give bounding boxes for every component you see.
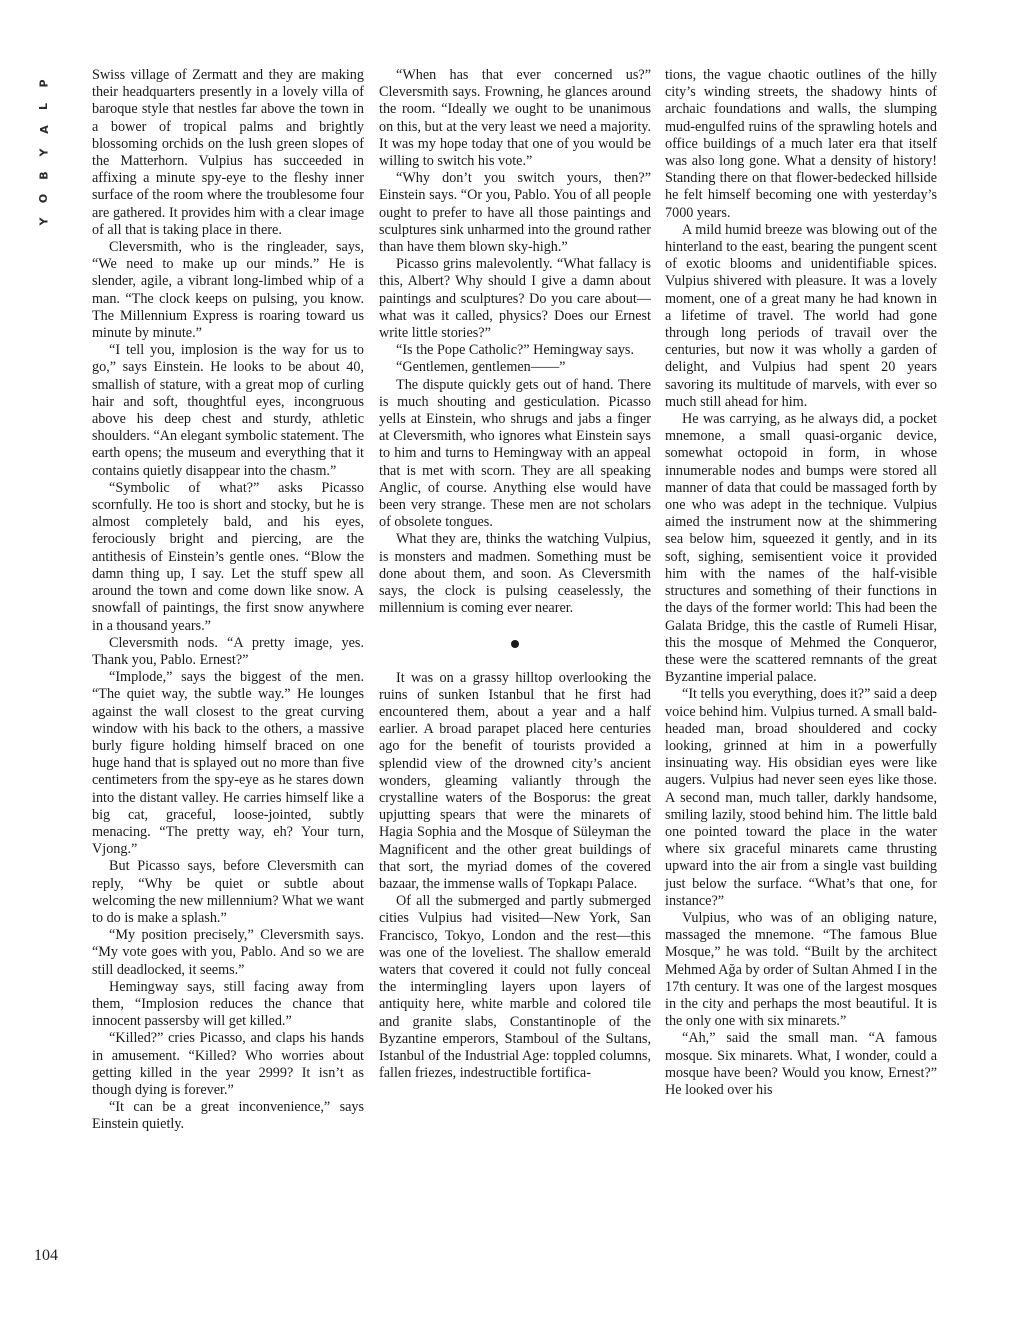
paragraph: “I tell you, implosion is the way for us to go,” says Einstein. He looks to be about 40, smallish of stature, with a great mop of curling hair and soft, thoughtful eyes, incongruous above his deep chest and sturdy, athletic shoulders. “An elegant symbolic statement. The earth opens; the museum and everything that it contains quietly disappear into the chasm.”	[92, 342, 364, 479]
paragraph: “Implode,” says the biggest of the men. “The quiet way, the subtle way.” He lounges against the wall closest to the great curving window with his back to the others, a massive burly figure holding himself braced on one huge hand that is splayed out no more than five centimeters from the spy-eye as he stares down into the distant valley. He carries himself like a big cat, graceful, loose-jointed, subtly menacing. “The pretty way, eh? Your turn, Vjong.”	[92, 669, 364, 858]
paragraph: Picasso grins malevolently. “What fallacy is this, Albert? Why should I give a damn about paintings and sculptures? Do you care about—what was it called, physics? Does our Ernest write little stories?”	[379, 256, 651, 342]
paragraph: “When has that ever concerned us?” Cleversmith says. Frowning, he glances around the room. “Ideally we ought to be unanimous on this, but at the very least we need a majority. It was my hope today that one of you would be willing to switch his vote.”	[379, 67, 651, 170]
paragraph: “Symbolic of what?” asks Picasso scornfully. He too is short and stocky, but he is almost completely bald, and his eyes, ferociously bright and piercing, are the antithesis of Einstein’s gentle ones. “Blow the damn thing up, I say. Let the stuff spew all around the town and come down like snow. A snowfall of paintings, the first snow anywhere in a thousand years.”	[92, 479, 364, 634]
paragraph: “It can be a great inconvenience,” says Einstein quietly.	[92, 1099, 364, 1133]
column-2-before-break	[379, 67, 651, 618]
page-number: 104	[34, 1247, 58, 1264]
paragraph: Cleversmith nods. “A pretty image, yes. Thank you, Pablo. Ernest?”	[92, 634, 364, 668]
running-head	[24, 72, 64, 233]
paragraph: tions, the vague chaotic outlines of the hilly city’s winding streets, the shadowy hints of archaic foundations and walls, the slumping mud-engulfed ruins of the sprawling hotels and office buildings of a much later era that itself was also long gone. What a density of history! Standing there on that flower-bedecked hillside he felt himself becoming one with yesterday’s 7000 years.	[665, 67, 937, 221]
paragraph: Of all the submerged and partly submerged cities Vulpius had visited—New York, San Francisco, Tokyo, London and the rest—this was one of the loveliest. The shallow emerald waters that covered it could not fully conceal the intermingling layers upon layers of antiquity here, white marble and colored tile and granite slabs, Constantinople of the Byzantine emperors, Stamboul of the Sultans, Istanbul of the Industrial Age: toppled columns, fallen friezes, indestructible fortifica-	[379, 893, 651, 1082]
paragraph: Swiss village of Zermatt and they are making their headquarters presently in a lovely villa of baroque style that nestles far above the town in a bower of tropical palms and brightly blossoming orchids on the lush green slopes of the Matterhorn. Vulpius has succeeded in affixing a minute spy-eye to the fleshy inner surface of the room where the troublesome four are gathered. It provides him with a clear image of all that is taking place in there.	[92, 67, 364, 238]
running-head-letter: A	[37, 125, 51, 134]
running-head-letter: P	[37, 79, 51, 88]
paragraph: Cleversmith, who is the ringleader, says, “We need to make up our minds.” He is slender, agile, a vibrant long-limbed whip of a man. “The clock keeps on pulsing, you know. The Millennium Express is roaring toward us minute by minute.”	[92, 239, 364, 342]
running-head-letter: B	[37, 171, 51, 180]
paragraph: “Ah,” said the small man. “A famous mosque. Six minarets. What, I wonder, could a mosque have been? Would you know, Ernest?” He looked over his	[665, 1030, 937, 1098]
running-head-letter: Y	[37, 217, 51, 226]
paragraph: But Picasso says, before Cleversmith can reply, “Why be quiet or subtle about welcoming the new millennium? What we want to do is make a splash.”	[92, 858, 364, 926]
running-head-letter: Y	[37, 148, 51, 157]
paragraph: He was carrying, as he always did, a pocket mnemone, a small quasi-organic device, somewhat octopoid in form, in whose innumerable nodes and bumps were stored all manner of data that could be massaged forth by one who was adept in the technique. Vulpius aimed the instrument now at the shimmering sea below him, squeezed it gently, and in its soft, sighing, semisentient voice it provided him with the names of the half-visible structures and something of their functions in the days of the former world: This had been the Galata Bridge, this the castle of Rumeli Hisar, this the mosque of Mehmed the Conqueror, these were the scattered remnants of the great Byzantine imperial palace.	[665, 411, 937, 686]
text-column-1	[92, 67, 364, 1134]
running-head-letter: O	[37, 193, 51, 204]
paragraph: “It tells you everything, does it?” said a deep voice behind him. Vulpius turned. A small bald-headed man, broad shouldered and cocky looking, grinned at him in a powerfully insinuating way. His obsidian eyes were like augers. Vulpius had never seen eyes like those. A second man, much taller, darkly handsome, smiling lazily, stood behind him. The little bald one pointed toward the place in the water where six graceful minarets came thrusting upward into the air from a single vast building just below the surface. “What’s that one, for instance?”	[665, 686, 937, 909]
paragraph: “Killed?” cries Picasso, and claps his hands in amusement. “Killed? Who worries about getting killed in the year 2999? It isn’t as though dying is forever.”	[92, 1030, 364, 1098]
paragraph: A mild humid breeze was blowing out of the hinterland to the east, bearing the pungent scent of exotic blooms and unidentifiable spices. Vulpius shivered with pleasure. It was a lovely moment, one of a great many he had known in a lifetime of travel. The world had gone through long periods of travail over the centuries, but now it was wholly a garden of delight, and Vulpius had spent 20 years savoring its multitude of marvels, with ever so much still ahead for him.	[665, 221, 937, 410]
paragraph: Vulpius, who was of an obliging nature, massaged the mnemone. “The famous Blue Mosque,” he was told. “Built by the architect Mehmed Ağa by order of Sultan Ahmed I in the 17th century. It was one of the largest mosques in the city and perhaps the most beautiful. It is the only one with six minarets.”	[665, 909, 937, 1030]
section-break-bullet-icon	[511, 640, 519, 648]
paragraph: What they are, thinks the watching Vulpius, is monsters and madmen. Something must be done about them, and soon. As Cleversmith says, the clock is pulsing ceaselessly, the millennium is coming ever nearer.	[379, 531, 651, 617]
text-column-3	[665, 67, 937, 1099]
column-2-after-break	[379, 670, 651, 1083]
section-break	[379, 618, 651, 670]
paragraph: “Gentlemen, gentlemen——”	[396, 359, 566, 376]
running-head-letter: L	[37, 102, 51, 111]
paragraph: Hemingway says, still facing away from them, “Implosion reduces the chance that innocent passersby will get killed.”	[92, 978, 364, 1030]
paragraph: The dispute quickly gets out of hand. There is much shouting and gesticulation. Picasso yells at Einstein, who shrugs and jabs a finger at Cleversmith, who ignores what Einstein says to him and turns to Hemingway with an appeal that is met with scorn. They are all speaking Anglic, of course. Anything else would have been very strange. These men are not scholars of obsolete tongues.	[379, 376, 651, 531]
text-column-2	[379, 67, 651, 1082]
paragraph: “Why don’t you switch yours, then?” Einstein says. “Or you, Pablo. You of all people ought to prefer to have all those paintings and sculptures sink unharmed into the ground rather than have them blown sky-high.”	[379, 170, 651, 256]
paragraph: “My position precisely,” Cleversmith says. “My vote goes with you, Pablo. And so we are still deadlocked, it seems.”	[92, 927, 364, 978]
paragraph: It was on a grassy hilltop overlooking the ruins of sunken Istanbul that he first had encountered them, about a year and a half earlier. A broad parapet placed here centuries ago for the benefit of tourists provided a splendid view of the drowned city’s ancient wonders, gleaming valiantly through the crystalline waters of the Bosporus: the great upjutting spears that were the minarets of Hagia Sophia and the Mosque of Süleyman the Magnificent and the other great buildings of that sort, the myriad domes of the covered bazaar, the immense walls of Topkapı Palace.	[379, 669, 651, 892]
paragraph: “Is the Pope Catholic?” Hemingway says.	[396, 342, 635, 359]
